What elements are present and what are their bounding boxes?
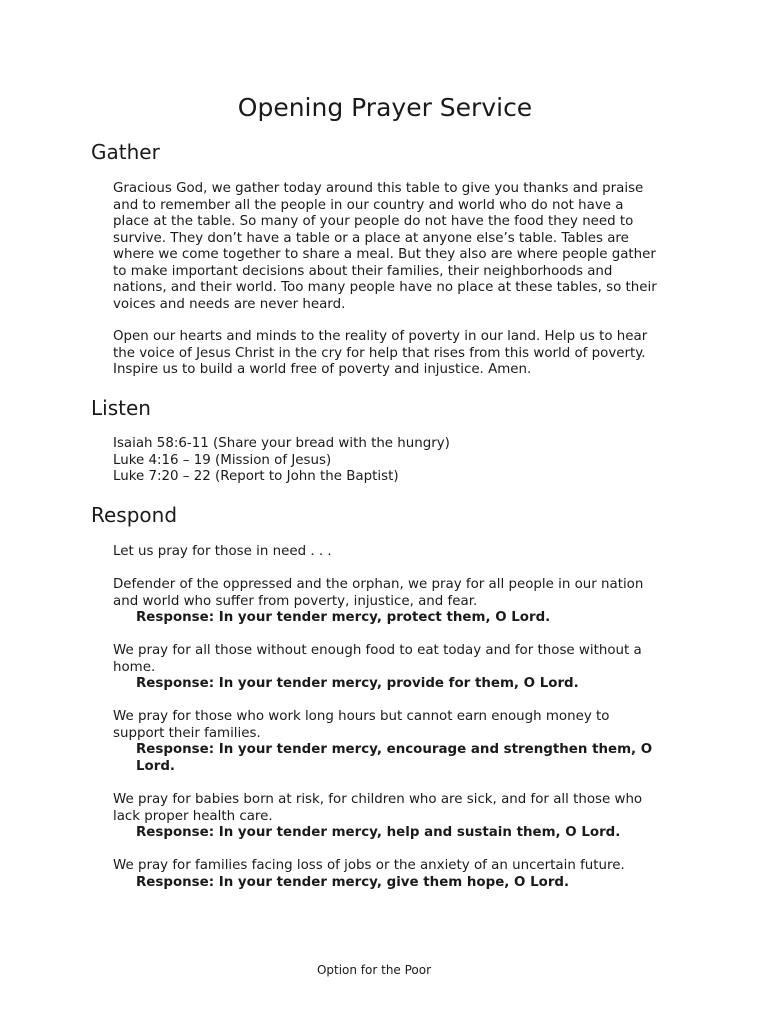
- petition-line: and world who suffer from poverty, injustice, and fear.: [113, 593, 478, 609]
- text-line: voices and needs are never heard.: [113, 296, 346, 312]
- text-line: the voice of Jesus Christ in the cry for help that rises from this world of poverty.: [113, 345, 646, 361]
- petition-line: We pray for babies born at risk, for children who are sick, and for all those who: [113, 792, 643, 807]
- petition-line: Defender of the oppressed and the orphan, we pray for all people in our nation: [113, 577, 644, 592]
- reading-list: [113, 436, 683, 486]
- reading-item: Luke 4:16 – 19 (Mission of Jesus): [113, 452, 332, 468]
- gather-paragraph-2: [113, 329, 683, 379]
- petition-5: [113, 858, 683, 891]
- petition-line: home.: [113, 659, 156, 675]
- page-title: Opening Prayer Service: [237, 93, 533, 122]
- text-line: Open our hearts and minds to the reality of poverty in our land. Help us to hear: [113, 329, 648, 344]
- petition-line: We pray for all those without enough food to eat today and for those without a: [113, 643, 642, 658]
- response-line: Response: In your tender mercy, provide for them, O Lord.: [136, 676, 579, 691]
- section-heading-respond: Respond: [91, 503, 178, 527]
- response-line: Response: In your tender mercy, encourage and strengthen them, O: [136, 742, 653, 757]
- respond-intro: [113, 544, 683, 561]
- response-line: Response: In your tender mercy, protect them, O Lord.: [136, 610, 551, 625]
- reading-item: Isaiah 58:6-11 (Share your bread with the hungry): [113, 436, 450, 451]
- text-line: Gracious God, we gather today around this table to give you thanks and praise: [113, 181, 644, 196]
- page-footer: Option for the Poor: [316, 963, 432, 977]
- response-line: Response: In your tender mercy, give them hope, O Lord.: [136, 874, 570, 890]
- text-line: Inspire us to build a world free of poverty and injustice. Amen.: [113, 362, 532, 377]
- response-line: Response: In your tender mercy, help and sustain them, O Lord.: [136, 825, 621, 840]
- gather-paragraph-1: [113, 181, 683, 313]
- petition-line: lack proper health care.: [113, 808, 273, 824]
- petition-3: [113, 709, 683, 775]
- reading-item: Luke 7:20 – 22 (Report to John the Baptist): [113, 469, 399, 484]
- text-line: nations, and their world. Too many people have no place at these tables, so their: [113, 280, 657, 295]
- text-line: Let us pray for those in need . . .: [113, 544, 332, 559]
- text-line: place at the table. So many of your people do not have the food they need to: [113, 214, 634, 229]
- text-line: survive. They don’t have a table or a place at anyone else’s table. Tables are: [113, 230, 629, 246]
- petition-line: We pray for those who work long hours but cannot earn enough money to: [113, 709, 610, 724]
- petition-1: [113, 577, 683, 627]
- text-line: and to remember all the people in our country and world who do not have a: [113, 197, 624, 213]
- section-heading-gather: Gather: [91, 140, 160, 164]
- text-line: to make important decisions about their families, their neighborhoods and: [113, 263, 613, 279]
- section-heading-listen: Listen: [91, 396, 151, 420]
- petition-line: We pray for families facing loss of jobs or the anxiety of an uncertain future.: [113, 858, 625, 873]
- response-line: Lord.: [136, 758, 176, 774]
- petition-line: support their families.: [113, 725, 261, 741]
- petition-2: [113, 643, 683, 693]
- text-line: where we come together to share a meal. But they also are where people gather: [113, 247, 656, 262]
- petition-4: [113, 792, 683, 842]
